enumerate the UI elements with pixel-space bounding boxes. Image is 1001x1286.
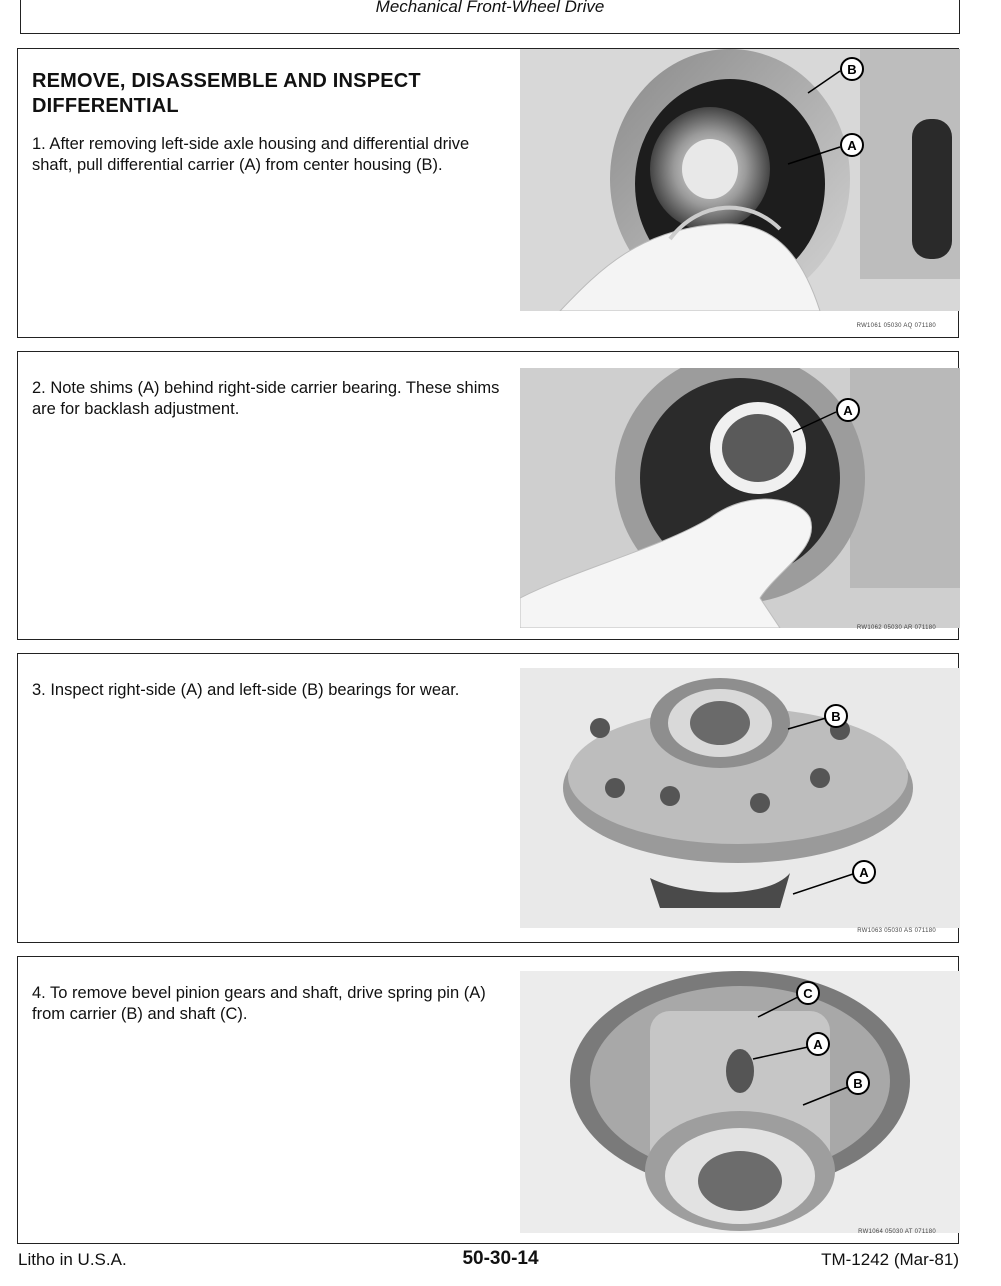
figure-code: RW1062 05030 AR 071180 [856, 625, 936, 631]
callout-a: A [843, 403, 853, 418]
section-1-text-block [32, 69, 512, 176]
step-4-photo [520, 971, 960, 1233]
callout-b: B [853, 1076, 863, 1091]
section-heading: REMOVE, DISASSEMBLE AND INSPECT DIFFERENTIAL [32, 70, 421, 117]
step-3-text: 3. Inspect right-side (A) and left-side (B) bearings for wear. [32, 681, 460, 699]
footer-litho: Litho in U.S.A. [18, 1250, 127, 1269]
section-4-text-block [32, 983, 512, 1025]
section-3-panel [17, 653, 959, 943]
section-1-panel [17, 48, 959, 338]
section-3-text-block [32, 680, 512, 701]
footer-manual-id: TM-1242 (Mar-81) [821, 1250, 959, 1269]
callout-a: A [813, 1037, 823, 1052]
figure-code: RW1063 05030 AS 071180 [857, 928, 936, 934]
step-1-callouts [778, 49, 898, 169]
step-2-photo [520, 368, 960, 628]
callout-b: B [847, 62, 857, 77]
section-4-panel [17, 956, 959, 1244]
step-2-callouts [788, 392, 888, 452]
callout-c: C [803, 986, 813, 1001]
callout-a: A [859, 865, 869, 880]
callout-b: B [831, 709, 841, 724]
step-4-callouts [748, 977, 888, 1107]
figure-code: RW1064 05030 AT 071180 [858, 1229, 936, 1235]
callout-a: A [847, 138, 857, 153]
figure-code: RW1061 05030 AQ 071180 [856, 323, 936, 329]
step-3-callouts [778, 694, 898, 904]
section-2-text-block [32, 378, 512, 420]
step-1-text: 1. After removing left-side axle housing and differential drive shaft, pull differential carrier (A) from center housing (B). [32, 135, 470, 174]
step-4-text: 4. To remove bevel pinion gears and shaft, drive spring pin (A) from carrier (B) and shaft (C). [32, 984, 486, 1023]
header-box [20, 0, 960, 34]
section-2-panel [17, 351, 959, 640]
step-2-text: 2. Note shims (A) behind right-side carrier bearing. These shims are for backlash adjustment. [32, 379, 500, 418]
page-number: 50-30-14 [462, 1248, 539, 1269]
page-header-title: Mechanical Front-Wheel Drive [375, 0, 605, 16]
